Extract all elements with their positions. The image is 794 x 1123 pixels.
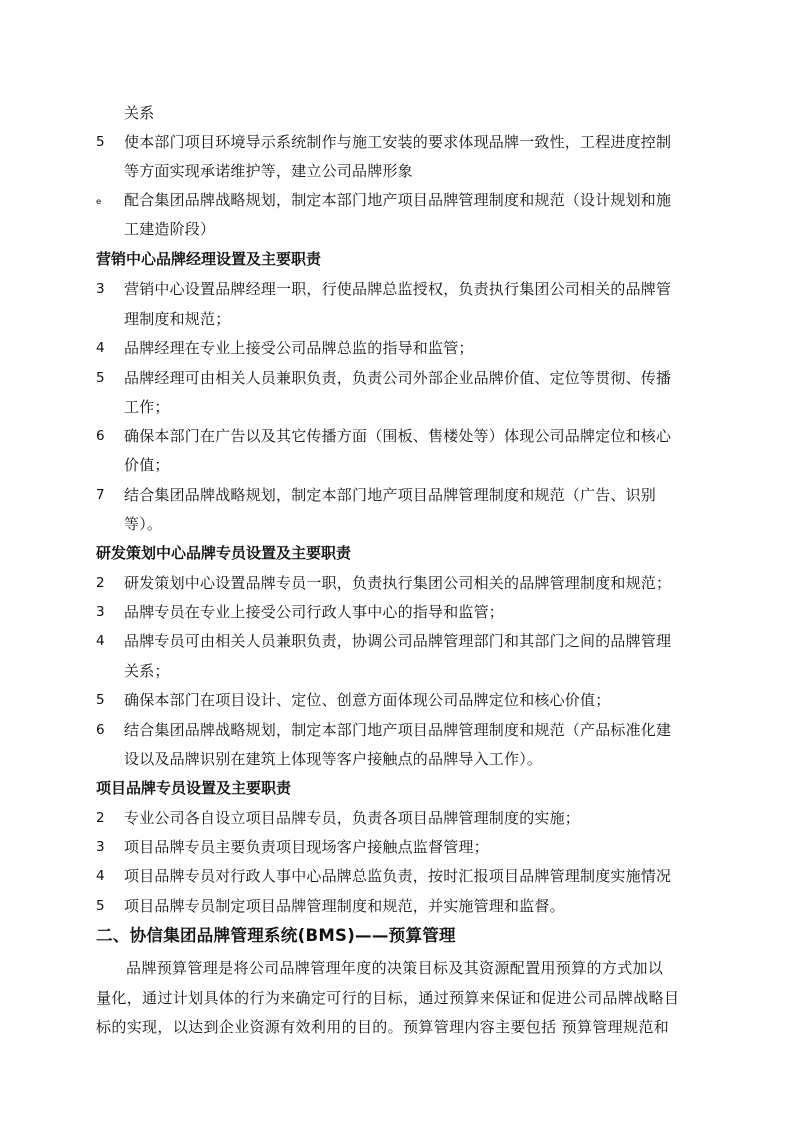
list-item-text: 结合集团品牌战略规划，制定本部门地产项目品牌管理制度和规范（产品标准化建 <box>124 721 672 739</box>
list-item-number: 3 <box>96 839 105 855</box>
list-item-continuation: 价值； <box>124 456 170 474</box>
list-item-text: 确保本部门在广告以及其它传播方面（围板、售楼处等）体现公司品牌定位和核心 <box>124 427 672 445</box>
list-item-number: 3 <box>96 281 105 297</box>
list-item-number: 5 <box>96 898 105 914</box>
list-item-continuation: 关系 <box>124 104 155 122</box>
list-item-text: 营销中心设置品牌经理一职，行使品牌总监授权，负责执行集团公司相关的品牌管 <box>124 280 672 298</box>
list-item-number: 4 <box>96 633 105 649</box>
list-item-text: 品牌专员在专业上接受公司行政人事中心的指导和监管； <box>124 603 505 621</box>
list-item-continuation: 等）。 <box>124 515 163 533</box>
list-item-text: 项目品牌专员对行政人事中心品牌总监负责，按时汇报项目品牌管理制度实施情况 <box>124 867 672 885</box>
list-item-text: 项目品牌专员制定项目品牌管理制度和规范，并实施管理和监督。 <box>124 897 565 915</box>
list-item-number: 4 <box>96 868 105 884</box>
list-item-continuation: 工作； <box>124 398 170 416</box>
list-item-number: ₑ <box>96 192 102 208</box>
list-item-text: 配合集团品牌战略规划，制定本部门地产项目品牌管理制度和规范（设计规划和施 <box>124 191 672 209</box>
body-paragraph-line: 品牌预算管理是将公司品牌管理年度的决策目标及其资源配置用预算的方式加以 <box>126 959 664 977</box>
body-paragraph-line: 量化，通过计划具体的行为来确定可行的目标，通过预算来保证和促进公司品牌战略目 <box>96 989 680 1007</box>
list-item-continuation: 工建造阶段） <box>124 220 216 238</box>
list-item-number: 6 <box>96 428 105 444</box>
list-item-text: 结合集团品牌战略规划，制定本部门地产项目品牌管理制度和规范（广告、识别 <box>124 486 657 504</box>
list-item-number: 3 <box>96 604 105 620</box>
list-item-continuation: 等方面实现承诺维护等，建立公司品牌形象 <box>124 162 413 180</box>
section-heading: 研发策划中心品牌专员设置及主要职责 <box>96 544 352 562</box>
list-item-text: 项目品牌专员主要负责项目现场客户接触点监督管理； <box>124 838 489 856</box>
list-item-text: 品牌经理可由相关人员兼职负责，负责公司外部企业品牌价值、定位等贯彻、传播 <box>124 369 672 387</box>
list-item-continuation: 设以及品牌识别在建筑上体现等客户接触点的品牌导入工作）。 <box>124 750 543 768</box>
list-item-text: 品牌专员可由相关人员兼职负责，协调公司品牌管理部门和其部门之间的品牌管理 <box>124 632 672 650</box>
list-item-number: 6 <box>96 722 105 738</box>
list-item-text: 研发策划中心设置品牌专员一职，负责执行集团公司相关的品牌管理制度和规范； <box>124 574 672 592</box>
list-item-number: 5 <box>96 692 105 708</box>
section-heading: 项目品牌专员设置及主要职责 <box>96 779 292 797</box>
list-item-text: 专业公司各自设立项目品牌专员，负责各项目品牌管理制度的实施； <box>124 809 581 827</box>
list-item-number: 7 <box>96 487 105 503</box>
list-item-number: 5 <box>96 134 105 150</box>
list-item-continuation: 理制度和规范； <box>124 310 231 328</box>
chapter-heading: 二、协信集团品牌管理系统(BMS)——预算管理 <box>96 926 456 945</box>
list-item-number: 2 <box>96 575 105 591</box>
list-item-text: 确保本部门在项目设计、定位、创意方面体现公司品牌定位和核心价值； <box>124 691 611 709</box>
list-item-text: 品牌经理在专业上接受公司品牌总监的指导和监管； <box>124 339 474 357</box>
list-item-number: 5 <box>96 370 105 386</box>
section-heading: 营销中心品牌经理设置及主要职责 <box>96 250 322 268</box>
list-item-number: 4 <box>96 340 105 356</box>
list-item-text: 使本部门项目环境导示系统制作与施工安装的要求体现品牌一致性，工程进度控制 <box>124 133 672 151</box>
list-item-continuation: 关系； <box>124 662 170 680</box>
list-item-number: 2 <box>96 810 105 826</box>
body-paragraph-line: 标的实现，以达到企业资源有效利用的目的。预算管理内容主要包括 预算管理规范和 <box>96 1018 670 1036</box>
